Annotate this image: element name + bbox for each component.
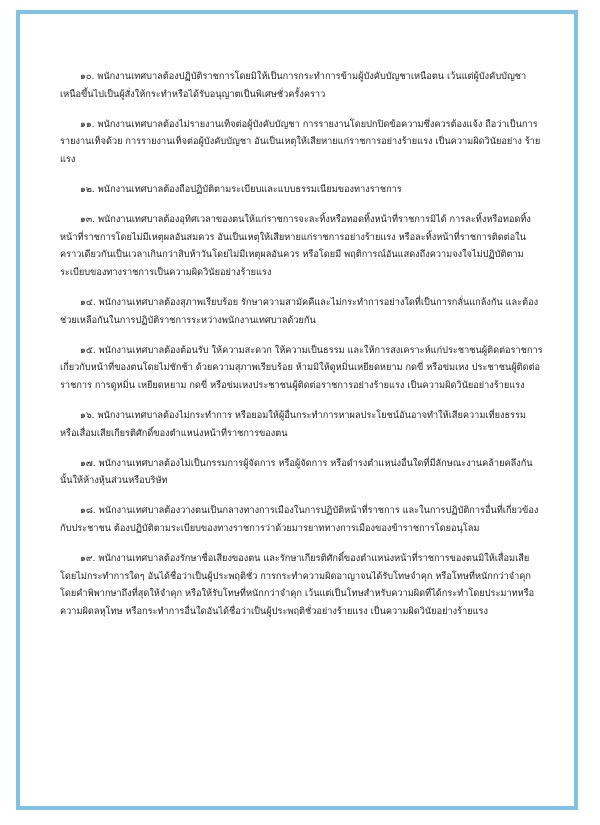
clause-13: ๑๓. พนักงานเทศบาลต้องอุทิศเวลาของตนให้แก่ราชการจะละทิ้งหรือทอดทิ้งหน้าที่ราชการมิได้ การละทิ้งหรือทอดทิ้งหน้าที่ราชการโดยไม่มีเหตุผลอันสมควร อันเป็นเหตุให้เสียหายแก่ราชการอย่างร้ายแรง หรือละทิ้งหน้าที่ราชการติดต่อในคราวเดียวกันเป็นเวลาเกินกว่าสิบห้าวันโดยไม่มีเหตุผลอันควร หรือโดยมี พฤติการณ์อันแสดงถึงความจงใจไม่ปฏิบัติตามระเบียบของทางราชการเป็นความผิดวินัยอย่างร้ายแรง: [60, 214, 531, 278]
clause-11: ๑๑. พนักงานเทศบาลต้องไม่รายงานเท็จต่อผู้บังคับบัญชา การรายงานโดยปกปิดข้อความซึ่งควรต้องแจ้ง ถือว่าเป็นการรายงานเท็จด้วย การรายงานเท็จต่อผู้บังคับบัญชา อันเป็นเหตุให้เสียหายแก่ราชการอย่างร้ายแรง เป็นความผิดวินัยอย่าง ร้ายแรง: [60, 118, 541, 165]
clause-16: ๑๖. พนักงานเทศบาลต้องไม่กระทำการ หรือยอมให้ผู้อื่นกระทำการหาผลประโยชน์อันอาจทำให้เสียความเที่ยงธรรม หรือเสื่อมเสียเกียรติศักดิ์ของตำแหน่งหน้าที่ราชการของตน: [60, 409, 526, 439]
document-body: [60, 68, 544, 633]
clause-19: ๑๙. พนักงานเทศบาลต้องรักษาชื่อเสียงของตน และรักษาเกียรติศักดิ์ของตำแหน่งหน้าที่ราชการของตนมิให้เสื่อมเสีย โดยไม่กระทำการใดๆ อันได้ชื่อว่าเป็นผู้ประพฤติชั่ว การกระทำความผิดอาญาจนได้รับโทษจำคุก หรือโทษที่หนักกว่าจำคุกโดยคำพิพากษาถึงที่สุดให้จำคุก หรือให้รับโทษที่หนักกว่าจำคุก เว้นแต่เป็นโทษสำหรับความผิดที่ได้กระทำโดยประมาทหรือความผิดลหุโทษ หรือกระทำการอื่นใดอันได้ชื่อว่าเป็นผู้ประพฤติชั่วอย่างร้ายแรง เป็นความผิดวินัยอย่างร้ายแรง: [60, 552, 535, 617]
clause-17: ๑๗. พนักงานเทศบาลต้องไม่เป็นกรรมการผู้จัดการ หรือผู้จัดการ หรือดำรงตำแหน่งอื่นใดที่มีลักษณะงานคล้ายคลึงกันนั้นให้ห้างหุ้นส่วนหรือบริษัท: [60, 457, 533, 487]
clause-14: ๑๔. พนักงานเทศบาลต้องสุภาพเรียบร้อย รักษาความสามัคคีและไม่กระทำการอย่างใดที่เป็นการกลั่นแกล้งกัน และต้องช่วยเหลือกันในการปฏิบัติราชการระหว่างพนักงานเทศบาลด้วยกัน: [60, 296, 539, 326]
clause-15: ๑๕. พนักงานเทศบาลต้องต้อนรับ ให้ความสะดวก ให้ความเป็นธรรม และให้การสงเคราะห์แก่ประชาชนผู้ติดต่อราชการเกี่ยวกับหน้าที่ของตนโดยไม่ชักช้า ด้วยความสุภาพเรียบร้อย ห้ามมิให้ดูหมิ่นเหยียดหยาม กดขี่ หรือข่มเหง ประชาชนผู้ติดต่อราชการ การดูหมิ่น เหยียดหยาม กดขี่ หรือข่มเหงประชาชนผู้ติดต่อราชการอย่างร้ายแรง เป็นความผิดวินัยอย่างร้ายแรง: [60, 344, 543, 391]
clause-12: ๑๒. พนักงานเทศบาลต้องถือปฏิบัติตามระเบียบและแบบธรรมเนียมของทางราชการ: [80, 183, 402, 195]
clause-10: ๑๐. พนักงานเทศบาลต้องปฏิบัติราชการโดยมิให้เป็นการกระทำการข้ามผู้บังคับบัญชาเหนือตน เว้นแต่ผู้บังคับบัญชาเหนือขึ้นไปเป็นผู้สั่งให้กระทำหรือได้รับอนุญาตเป็นพิเศษชั่วครั้งคราว: [60, 71, 527, 100]
clause-18: ๑๘. พนักงานเทศบาลต้องวางตนเป็นกลางทางการเมืองในการปฏิบัติหน้าที่ราชการ และในการปฏิบัติการอื่นที่เกี่ยวข้องกับประชาชน ต้องปฏิบัติตามระเบียบของทางราชการว่าด้วยมารยาททางการเมืองของข้าราชการโดยอนุโลม: [60, 505, 539, 534]
